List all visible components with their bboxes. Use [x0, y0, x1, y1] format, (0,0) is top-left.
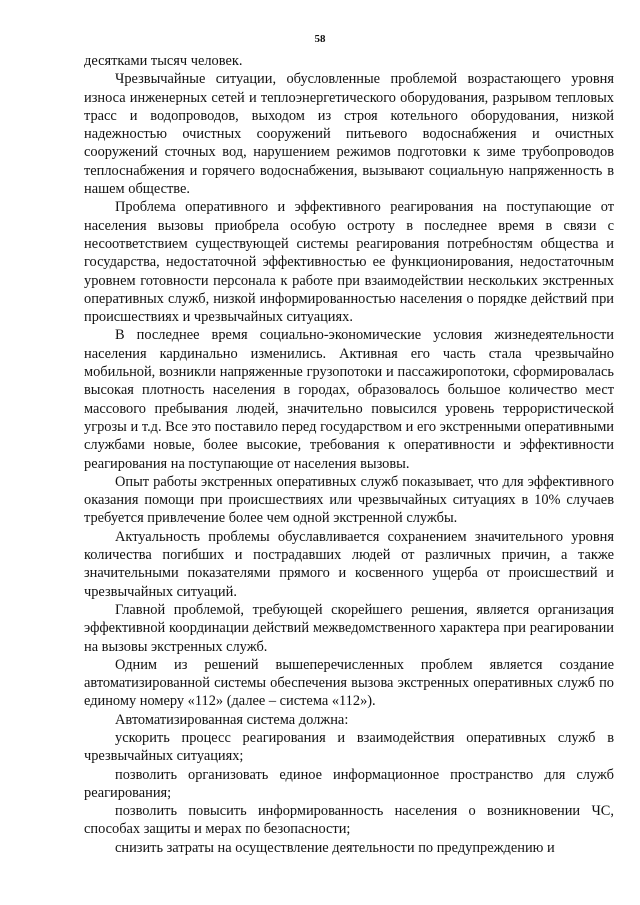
paragraph-continuation: десятками тысяч человек.: [84, 53, 243, 69]
paragraph: Главной проблемой, требующей скорейшего решения, является организация эффективной координации действий межведомственного характера при реагировании на вызовы экстренных служб.: [84, 601, 614, 655]
document-body: [84, 52, 614, 857]
paragraph: Одним из решений вышеперечисленных проблем является создание автоматизированной системы обеспечения вызова экстренных оперативных служб по единому номеру «112» (далее – система «112»).: [84, 656, 614, 710]
list-item: снизить затраты на осуществление деятельности по предупреждению и: [115, 839, 555, 856]
paragraph: Актуальность проблемы обуславливается сохранением значительного уровня количества погибших и пострадавших людей от различных причин, а также значительными показателями прямого и косвенного ущерба от происшествий и чрезвычайных ситуаций.: [84, 528, 614, 600]
list-item: ускорить процесс реагирования и взаимодействия оперативных служб в чрезвычайных ситуациях;: [84, 729, 614, 765]
paragraph: Чрезвычайные ситуации, обусловленные проблемой возрастающего уровня износа инженерных сетей и теплоэнергетического оборудования, разрывом тепловых трасс и водопроводов, выходом из строя котельного оборудования, низкой надежностью очистных сооружений питьевого водоснабжения и очистных сооружений сточных вод, нарушением режимов подготовки к зиме трубопроводов теплоснабжения и горячего водоснабжения, вызывают социальную напряженность в нашем обществе.: [84, 71, 614, 198]
list-item: позволить организовать единое информационное пространство для служб реагирования;: [84, 766, 614, 801]
paragraph: Проблема оперативного и эффективного реагирования на поступающие от населения вызовы приобрела особую остроту в последнее время в связи с несоответствием существующей системы реагирования потребностям общества и государства, недостаточной эффективностью ее функционирования, недостаточным уровнем готовности персонала к работе при взаимодействии нескольких экстренных оперативных служб, низкой информированностью населения о порядке действий при происшествиях и чрезвычайных ситуациях.: [84, 199, 614, 326]
paragraph: Опыт работы экстренных оперативных служб показывает, что для эффективного оказания помощи при происшествиях или чрезвычайных ситуациях в 10% случаев требуется привлечение более чем одной экстренной службы.: [84, 473, 614, 527]
list-item: позволить повысить информированность населения о возникновении ЧС, способах защиты и мерах по безопасности;: [84, 803, 614, 838]
paragraph: В последнее время социально-экономические условия жизнедеятельности населения кардинально изменились. Активная его часть стала чрезвычайно мобильной, возникли напряженные грузопотоки и пассажиропотоки, сформировалась высокая плотность населения в городах, образовалось большое количество мест массового пребывания людей, значительно повысился уровень террористической угрозы и т.д. Все это поставило перед государством и его экстренными оперативными службами новые, более высокие, требования к оперативности и эффективности реагирования на поступающие от населения вызовы.: [84, 327, 614, 472]
list-intro: Автоматизированная система должна:: [115, 711, 349, 728]
page-number: 58: [314, 33, 326, 45]
